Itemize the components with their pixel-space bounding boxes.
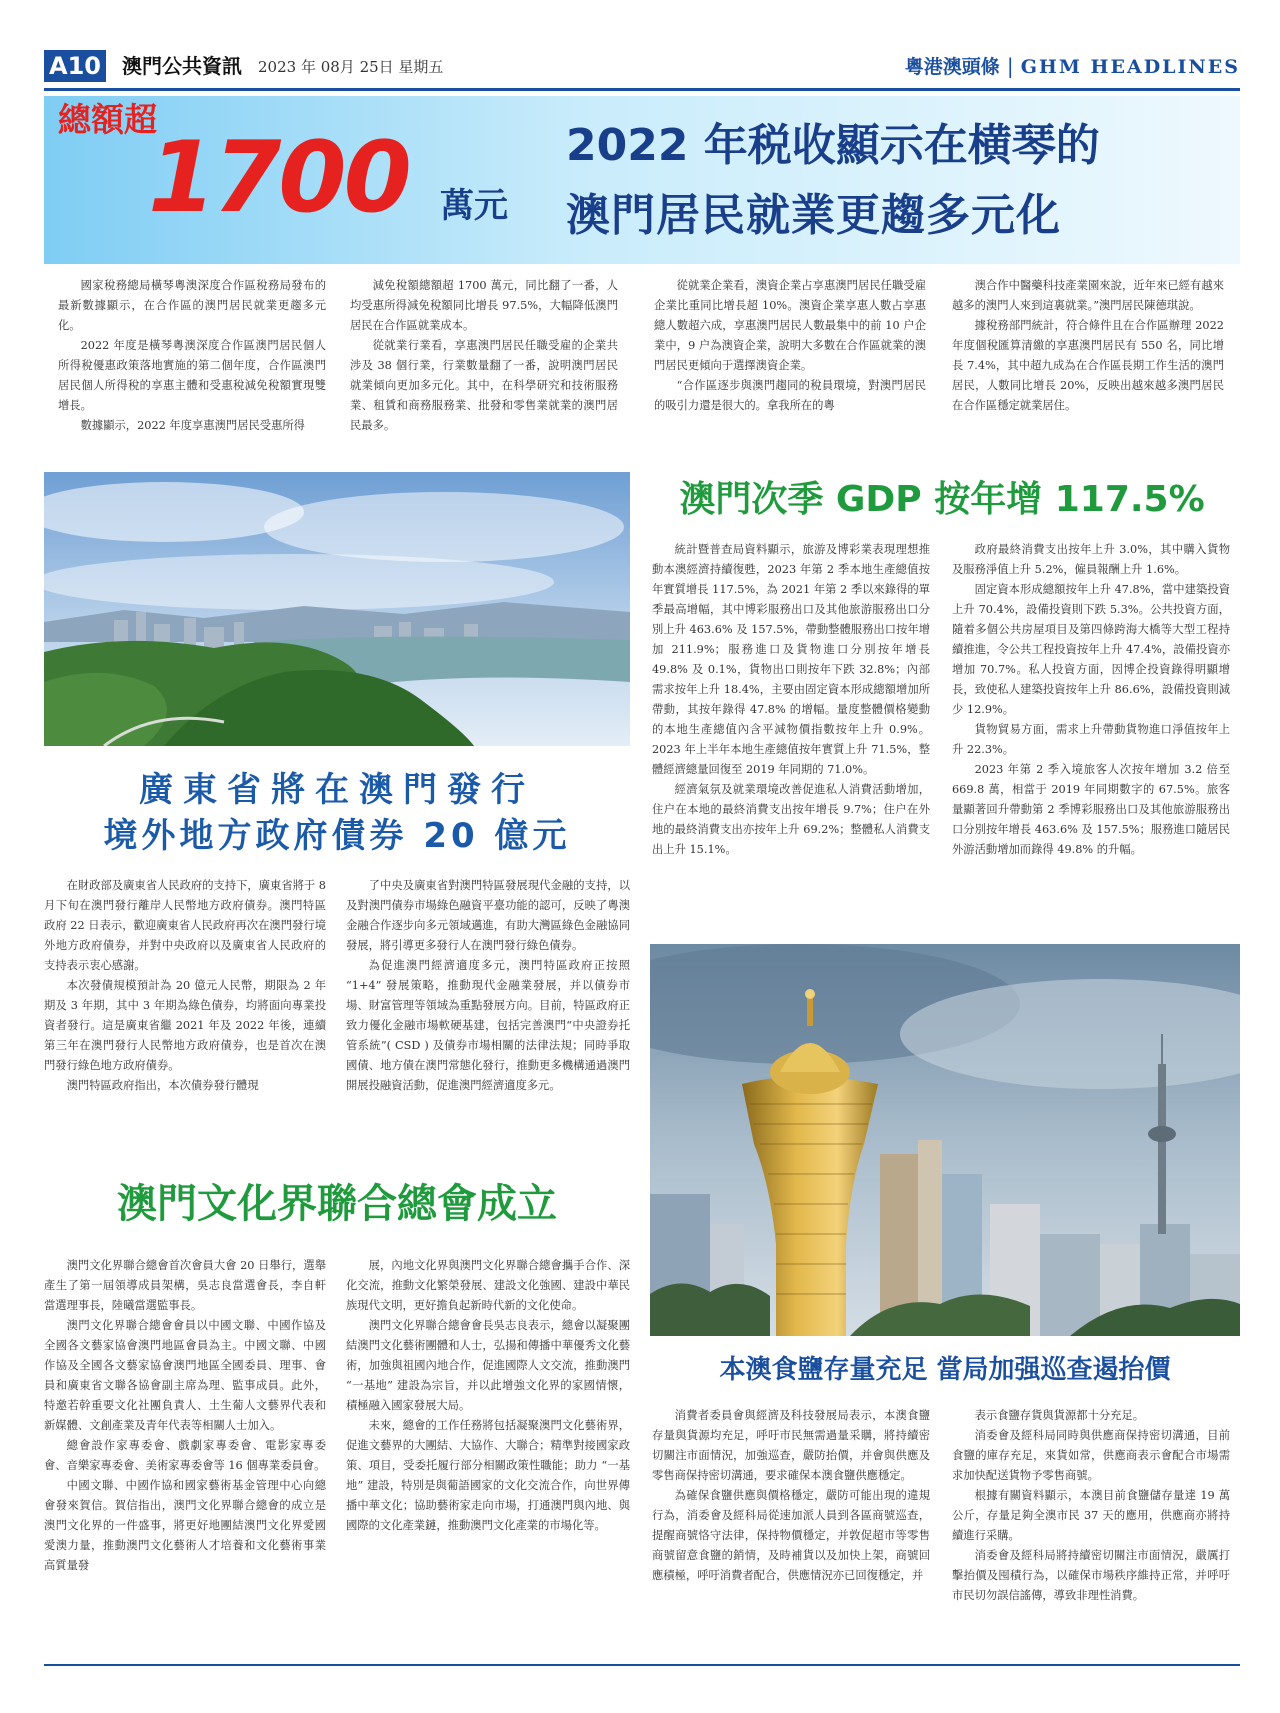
paragraph: 據稅務部門統計，符合條件且在合作區辦理 2022 年度個稅匯算清繳的享惠澳門居民有 550 名，同比增長 7.4%，其中超九成為在合作區長期工作生活的澳門居民，人數同比增長 20%，反映出越來越多澳門居民在合作區穩定就業居住。	[952, 319, 1224, 412]
tax-article-col4	[952, 276, 1224, 472]
paragraph: 消費者委員會與經濟及科技發展局表示，本澳食鹽存量與貨源均充足，呼吁市民無需過量采購，將持續密切關注市面情況，加強巡查，嚴防抬價，并會與供應及零售商保持密切溝通，要求確保本澳食鹽供應穩定。	[652, 1409, 930, 1482]
paragraph: 澳合作中醫藥科技產業園來說，近年來已經有越來越多的澳門人來到這裏就業。”澳門居民陳德琪說。	[952, 279, 1224, 312]
paragraph: 從就業企業看，澳資企業占享惠澳門居民任職受雇企業比重同比增長超 10%。澳資企業享惠人數占享惠總人數超六成，享惠澳門居民人數最集中的前 10 户企業中，9 户為澳資企業，說明大多數在合作區就業的澳門居民更傾向于選擇澳資企業。	[654, 279, 926, 372]
paragraph: 為確保食鹽供應與價格穩定，嚴防可能出現的違規行為，消委會及經科局從速加派人員到各區商號巡查，提醒商號恪守法律，保持物價穩定，并敦促超市等零售商號留意食鹽的銷情，及時補貨以及加快上架，商號回應積極，呼吁消費者配合，供應情況亦已回復穩定，并	[652, 1489, 930, 1582]
paragraph: 經濟氣氛及就業環境改善促進私人消費活動增加，住户在本地的最終消費支出按年增長 9.7%；住户在外地的最終消費支出亦按年上升 69.2%；整體私人消費支出上升 15.1%。	[652, 783, 930, 856]
banner-total-label: 總額超	[58, 100, 157, 139]
paragraph: 表示食鹽存貨與貨源都十分充足。	[974, 1409, 1145, 1422]
paragraph: 減免稅額總額超 1700 萬元，同比翻了一番，人均受惠所得減免稅額同比增長 97.5%，大幅降低澳門居民在合作區就業成本。	[350, 279, 618, 332]
paragraph: “合作區逐步與澳門趨同的稅員環境，對澳門居民的吸引力還是很大的。拿我所在的粵	[654, 379, 926, 412]
paragraph: 政府最終消費支出按年上升 3.0%，其中購入貨物及服務淨值上升 5.2%，僱員報酬上升 1.6%。	[952, 543, 1230, 576]
footer-rule	[44, 1664, 1240, 1666]
gdp-title: 澳門次季 GDP 按年增 117.5%	[679, 479, 1205, 520]
bond-article-col2	[346, 876, 630, 1158]
paragraph: 澳門特區政府指出，本次債券發行體現	[66, 1079, 259, 1092]
skyline-image	[650, 944, 1240, 1336]
paragraph: 未來，總會的工作任務將包括凝聚澳門文化藝術界，促進文藝界的大團結、大協作、大聯合；精準對接國家政策、項目，受委托履行部分相關政策性職能；助力 “一基地” 建設，特別是與葡語國家的文化交流合作，向世界傳播中華文化；協助藝術家走向市場，打通澳門與內地、與國際的文化產業鏈，推動澳門文化產業的市場化等。	[346, 1419, 630, 1532]
paragraph: 澳門文化界聯合總會會長吳志良表示，總會以凝聚團結澳門文化藝術團體和人士，弘揚和傳播中華優秀文化藝術，加強與祖國內地合作，促進國際人文交流，推動澳門 “一基地” 建設為宗旨，并以此增強文化界的家國情懷，積極融入國家發展大局。	[346, 1319, 630, 1412]
page-header	[44, 50, 1240, 84]
culture-article-col2	[346, 1256, 630, 1656]
paragraph: 本次發債規模預計為 20 億元人民幣，期限為 2 年期及 3 年期，其中 3 年期為綠色債券，均將面向專業投資者發行。這是廣東省繼 2021 年及 2022 年後，連續第三年在澳門發行人民幣地方政府債券，也是首次在澳門發行綠色地方政府債券。	[44, 979, 326, 1072]
paragraph: 統計暨普查局資料顯示，旅游及博彩業表現理想推動本澳經濟持續復甦，2023 年第 2 季本地生產總值按年實質增長 117.5%，為 2021 年第 2 季以來錄得的單季最高增幅，其中博彩服務出口及其他旅游服務出口分別上升 463.6% 及 157.5%，帶動整體服務出口按年增加 211.9%；服務進口及貨物進口分別按年增長 49.8% 及 0.1%，貨物出口則按年下跌 32.8%；內部需求按年上升 18.4%，主要由固定資本形成總額增加所帶動，其按年錄得 47.8% 的增幅。量度整體價格變動的本地生產總值內含平減物價指數按年上升 0.9%。2023 年上半年本地生產總值按年實質上升 71.5%，整體經濟總量回復至 2019 年同期的 71.0%。	[652, 543, 930, 776]
tax-article-col3	[654, 276, 926, 472]
paragraph: 根據有關資料顯示，本澳目前食鹽儲存量達 19 萬公斤，存量足夠全澳市民 37 天的應用，供應商亦將持續進行采購。	[952, 1489, 1230, 1542]
paragraph: 總會設作家專委會、戲劇家專委會、電影家專委會、音樂家專委會、美術家專委會等 16 個專業委員會。	[44, 1439, 326, 1472]
masthead	[905, 50, 1240, 82]
salt-article-col2	[952, 1406, 1230, 1656]
banner-unit: 萬元	[440, 186, 508, 226]
banner-headline-line1: 2022 年税收顯示在横琴的	[566, 120, 1100, 171]
culture-article-col1	[44, 1256, 326, 1656]
section-title: 澳門公共資訊	[122, 54, 242, 78]
paragraph: 消委會及經科局將持續密切關注市面情況，嚴厲打擊抬價及囤積行為，以確保市場秩序維持正常，并呼吁市民切勿誤信謠傳，導致非理性消費。	[952, 1549, 1230, 1602]
tax-article-col2	[350, 276, 618, 472]
header-rule	[44, 88, 1240, 91]
issue-date: 2023 年 08月 25日 星期五	[258, 58, 444, 76]
banner-big-number: 1700	[148, 121, 409, 235]
paragraph: 2023 年第 2 季入境旅客人次按年增加 3.2 倍至 669.8 萬，相當于 2019 年同期數字的 67.5%。旅客量顯著回升帶動第 2 季博彩服務出口及其他旅游服務出口分別按年增長 463.6% 及 157.5%；服務進口隨居民外游活動增加而錄得 49.8% 的升幅。	[952, 763, 1230, 856]
paragraph: 固定資本形成總額按年上升 47.8%，當中建築投資上升 70.4%，設備投資則下跌 5.3%。公共投資方面，隨着多個公共房屋項目及第四條跨海大橋等大型工程持續推進，令公共工程投資按年上升 47.4%，設備投資亦增加 70.7%。私人投資方面，因博企投資錄得明顯增長，致使私人建築投資按年上升 86.6%，設備投資則減少 12.9%。	[952, 583, 1230, 716]
paragraph: 數據顯示，2022 年度享惠澳門居民受惠所得	[80, 419, 305, 432]
bond-title-line2: 境外地方政府債券 20 億元	[103, 816, 571, 856]
macau-skyline-photo	[650, 944, 1240, 1336]
paragraph: 澳門文化界聯合總會首次會員大會 20 日舉行，選舉產生了第一屆領導成員架構，吳志良當選會長，李自軒當選理事長，陸曦當選監事長。	[44, 1259, 326, 1312]
bond-article-col1	[44, 876, 326, 1158]
banner-headline-line2: 澳門居民就業更趨多元化	[566, 190, 1061, 241]
paragraph: 國家稅務總局橫琴粵澳深度合作區稅務局發布的最新數據顯示，在合作區的澳門居民就業更趨多元化。	[58, 279, 326, 332]
page-number-badge: A10	[44, 50, 106, 82]
masthead-cn: 粵港澳頭條	[904, 56, 1000, 78]
masthead-separator: |	[1006, 54, 1014, 78]
bond-title-line1: 廣東省將在澳門發行	[139, 770, 535, 810]
banner	[44, 96, 1240, 264]
salt-article-col1	[652, 1406, 930, 1656]
paragraph: 在財政部及廣東省人民政府的支持下，廣東省將于 8 月下旬在澳門發行離岸人民幣地方政府債券。澳門特區政府 22 日表示，歡迎廣東省人民政府再次在澳門發行境外地方政府債券，并對中央政府以及廣東省人民政府的支持表示衷心感謝。	[44, 879, 326, 972]
paragraph: 2022 年度是橫琴粵澳深度合作區澳門居民個人所得稅優惠政策落地實施的第二個年度，合作區澳門居民個人所得稅的享惠主體和受惠稅減免稅額實現雙增長。	[58, 339, 326, 412]
gdp-article-col1	[652, 540, 930, 930]
gdp-article-col2	[952, 540, 1230, 930]
paragraph: 澳門文化界聯合總會會員以中國文聯、中國作協及全國各文藝家協會澳門地區會員為主。中國文聯、中國作協及全國各文藝家協會澳門地區全國委員、理事、會員和廣東省文聯各協會副主席為理、監事成員。此外，特邀若幹重要文化社團負責人、土生葡人文藝界代表和新媒體、文創產業及青年代表等相關人士加入。	[44, 1319, 326, 1432]
masthead-en: GHM HEADLINES	[1020, 56, 1240, 78]
paragraph: 了中央及廣東省對澳門特區發展現代金融的支持，以及對澳門債券市場綠色融資平臺功能的認可，反映了粵澳金融合作逐步向多元領域邁進，有助大灣區綠色金融協同發展，將引導更多發行人在澳門發行綠色債券。	[346, 879, 630, 952]
culture-title: 澳門文化界聯合總會成立	[117, 1181, 557, 1227]
paragraph: 展，內地文化界與澳門文化界聯合總會攜手合作、深化交流，推動文化繁榮發展、建設文化強國、建設中華民族現代文明，更好擔負起新時代新的文化使命。	[346, 1259, 630, 1312]
hengqin-landscape-photo	[44, 472, 630, 746]
paragraph: 從就業行業看，享惠澳門居民任職受雇的企業共涉及 38 個行業，行業數量翻了一番，說明澳門居民就業傾向更加多元化。其中，在科學研究和技術服務業、租賃和商務服務業、批發和零售業就業的澳門居民最多。	[350, 339, 618, 432]
paragraph: 中國文聯、中國作協和國家藝術基金管理中心向總會發來賀信。賀信指出，澳門文化界聯合總會的成立是澳門文化界的一件盛事，將更好地團結澳門文化界愛國愛澳力量，推動澳門文化藝術人才培養和文化藝術事業高質量發	[44, 1479, 326, 1572]
paragraph: 為促進澳門經濟適度多元，澳門特區政府正按照 “1+4” 發展策略，推動現代金融業發展，并以債券市場、財富管理等領域為重點發展方向。目前，特區政府正致力優化金融市場軟硬基建，包括完善澳門“中央證券托管系統”( CSD ) 及債券市場相關的法律法規；同時爭取國債、地方債在澳門常態化發行，推動更多機構通過澳門開展投融資活動，促進澳門經濟適度多元。	[346, 959, 630, 1092]
landscape-image	[44, 472, 630, 746]
salt-title: 本澳食鹽存量充足 當局加强巡查遏抬價	[719, 1355, 1171, 1385]
tax-article-col1	[58, 276, 326, 472]
paragraph: 貨物貿易方面，需求上升帶動貨物進口淨值按年上升 22.3%。	[952, 723, 1230, 756]
paragraph: 消委會及經科局同時與供應商保持密切溝通，目前食鹽的庫存充足，來貨如常，供應商表示會配合市場需求加快配送貨物予零售商號。	[952, 1429, 1230, 1482]
